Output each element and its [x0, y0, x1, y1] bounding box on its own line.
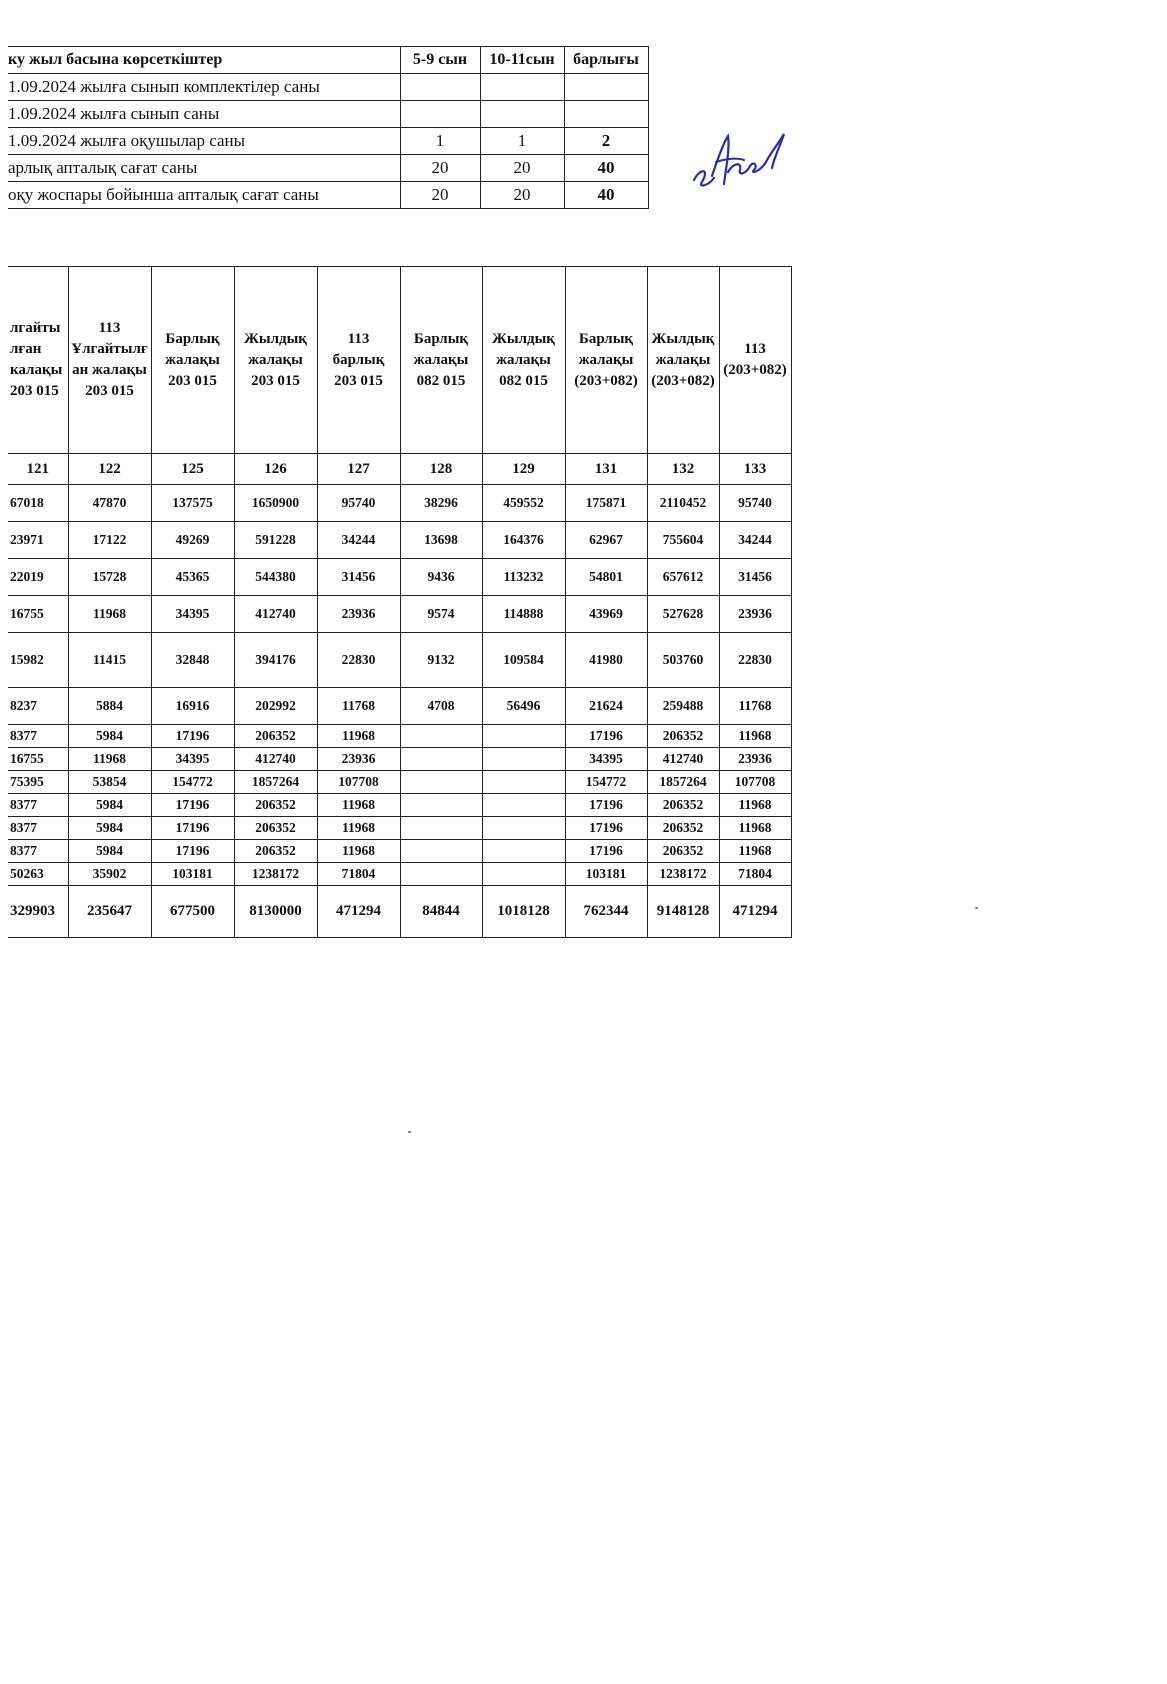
- column-header: [68, 267, 151, 454]
- table-cell: 459552: [482, 485, 565, 522]
- column-header-line: ан жалақы: [72, 362, 147, 378]
- table-cell: [482, 840, 565, 863]
- table-cell: [400, 863, 482, 886]
- table-cell: 137575: [151, 485, 234, 522]
- table-cell: 206352: [234, 817, 317, 840]
- column-header-line: Жылдық: [244, 330, 307, 347]
- table-cell: 41980: [565, 633, 647, 688]
- summary-header-col3: барлығы: [564, 47, 648, 74]
- summary-cell: 1: [400, 128, 480, 155]
- table-cell: 23936: [317, 596, 400, 633]
- table-cell: 206352: [647, 840, 719, 863]
- table-cell: 544380: [234, 559, 317, 596]
- table-cell: 1650900: [234, 485, 317, 522]
- column-header-line: Барлық: [413, 330, 469, 347]
- table-cell: 103181: [565, 863, 647, 886]
- salary-table: [8, 266, 792, 938]
- summary-row-label: 1.09.2024 жылға сынып саны: [8, 101, 400, 128]
- column-code: 126: [234, 454, 317, 485]
- table-cell: 17196: [151, 840, 234, 863]
- summary-cell: [400, 74, 480, 101]
- table-cell: 11968: [719, 725, 791, 748]
- column-header-line: барлық: [332, 351, 385, 368]
- summary-header-label: ку жыл басына көрсеткіштер: [8, 47, 400, 74]
- table-cell: [482, 863, 565, 886]
- column-header-line: (203+082): [723, 362, 787, 378]
- column-header-line: (203+082): [651, 372, 715, 389]
- table-cell: 8377: [8, 725, 68, 748]
- table-cell: [482, 794, 565, 817]
- table-cell: 17196: [565, 840, 647, 863]
- column-header-line: жалақы: [578, 351, 634, 368]
- table-cell: 23936: [719, 596, 791, 633]
- table-cell: 32848: [151, 633, 234, 688]
- table-row: [8, 794, 791, 817]
- table-cell: 5984: [68, 817, 151, 840]
- column-code: 128: [400, 454, 482, 485]
- table-cell: 56496: [482, 688, 565, 725]
- table-cell: 206352: [647, 725, 719, 748]
- table-row: [8, 485, 791, 522]
- summary-cell: 2: [564, 128, 648, 155]
- summary-row-label: арлық апталық сағат саны: [8, 155, 400, 182]
- table-cell: [400, 840, 482, 863]
- summary-table: [8, 46, 649, 209]
- column-header: [8, 267, 68, 454]
- table-cell: 11968: [317, 725, 400, 748]
- table-row: [8, 688, 791, 725]
- salary-total-row: [8, 886, 791, 938]
- column-code: 133: [719, 454, 791, 485]
- table-cell: [482, 817, 565, 840]
- table-cell: [400, 817, 482, 840]
- column-code: 125: [151, 454, 234, 485]
- table-cell: 17196: [565, 794, 647, 817]
- table-cell: 17196: [565, 725, 647, 748]
- table-cell: 206352: [234, 725, 317, 748]
- table-cell: 1238172: [234, 863, 317, 886]
- summary-header-row: [8, 47, 648, 74]
- table-cell: 2110452: [647, 485, 719, 522]
- table-row: [8, 771, 791, 794]
- table-cell: 11968: [68, 596, 151, 633]
- column-header: [719, 267, 791, 454]
- table-cell: 154772: [151, 771, 234, 794]
- table-cell: 17196: [565, 817, 647, 840]
- summary-cell: 20: [400, 155, 480, 182]
- total-cell: 235647: [68, 886, 151, 938]
- salary-codes-row: [8, 454, 791, 485]
- summary-cell: 20: [480, 182, 564, 209]
- total-cell: 677500: [151, 886, 234, 938]
- table-cell: [400, 748, 482, 771]
- table-cell: 412740: [234, 596, 317, 633]
- column-code: 122: [68, 454, 151, 485]
- table-cell: [482, 725, 565, 748]
- column-code: 131: [565, 454, 647, 485]
- table-cell: 62967: [565, 522, 647, 559]
- table-cell: 107708: [317, 771, 400, 794]
- salary-body: [8, 485, 791, 886]
- table-cell: 23971: [8, 522, 68, 559]
- table-cell: [400, 771, 482, 794]
- table-cell: 31456: [317, 559, 400, 596]
- summary-cell: 20: [480, 155, 564, 182]
- table-cell: 1857264: [647, 771, 719, 794]
- table-cell: 16916: [151, 688, 234, 725]
- summary-cell: [480, 74, 564, 101]
- table-cell: 50263: [8, 863, 68, 886]
- total-cell: 1018128: [482, 886, 565, 938]
- table-cell: 15982: [8, 633, 68, 688]
- summary-cell: [564, 101, 648, 128]
- summary-row: [8, 182, 648, 209]
- table-cell: 109584: [482, 633, 565, 688]
- table-cell: 22830: [317, 633, 400, 688]
- table-cell: 8377: [8, 794, 68, 817]
- table-cell: 23936: [317, 748, 400, 771]
- table-cell: [400, 794, 482, 817]
- table-cell: 164376: [482, 522, 565, 559]
- column-header-line: 203 015: [168, 372, 217, 389]
- summary-cell: [480, 101, 564, 128]
- column-header-line: 082 015: [416, 372, 466, 389]
- table-cell: 154772: [565, 771, 647, 794]
- table-cell: 34395: [565, 748, 647, 771]
- table-cell: 8377: [8, 817, 68, 840]
- table-row: [8, 559, 791, 596]
- signature-icon: [688, 128, 788, 194]
- total-cell: 9148128: [647, 886, 719, 938]
- column-code: 127: [317, 454, 400, 485]
- summary-row-label: оқу жоспары бойынша апталық сағат саны: [8, 182, 400, 209]
- table-cell: 34244: [719, 522, 791, 559]
- table-cell: 16755: [8, 596, 68, 633]
- column-header: [482, 267, 565, 454]
- table-cell: 755604: [647, 522, 719, 559]
- column-header: [317, 267, 400, 454]
- column-header-line: жалақы: [165, 351, 220, 368]
- table-cell: 54801: [565, 559, 647, 596]
- column-header: [565, 267, 647, 454]
- column-header: [400, 267, 482, 454]
- table-cell: 49269: [151, 522, 234, 559]
- table-cell: 38296: [400, 485, 482, 522]
- table-cell: 5884: [68, 688, 151, 725]
- summary-row-label: 1.09.2024 жылға сынып комплектілер саны: [8, 74, 400, 101]
- summary-row: [8, 128, 648, 155]
- column-header-line: 203 015: [251, 372, 300, 389]
- table-cell: 15728: [68, 559, 151, 596]
- summary-row: [8, 155, 648, 182]
- column-header-line: жалақы: [248, 351, 303, 368]
- column-header-line: 203 015: [85, 383, 134, 399]
- table-row: [8, 840, 791, 863]
- summary-row: [8, 101, 648, 128]
- table-row: [8, 633, 791, 688]
- table-cell: 45365: [151, 559, 234, 596]
- table-cell: 11968: [317, 817, 400, 840]
- column-code: 121: [8, 454, 68, 485]
- column-header-line: 203 015: [334, 372, 383, 389]
- column-header-line: 082 015: [499, 372, 548, 389]
- scan-speck: [408, 1131, 411, 1133]
- summary-cell: [564, 74, 648, 101]
- total-cell: 329903: [8, 886, 68, 938]
- table-cell: 23936: [719, 748, 791, 771]
- table-cell: 9132: [400, 633, 482, 688]
- table-cell: 17196: [151, 794, 234, 817]
- table-cell: 113232: [482, 559, 565, 596]
- table-row: [8, 725, 791, 748]
- table-cell: 114888: [482, 596, 565, 633]
- table-cell: 107708: [719, 771, 791, 794]
- table-cell: 206352: [647, 817, 719, 840]
- table-cell: 527628: [647, 596, 719, 633]
- column-header-line: Барлық: [578, 330, 634, 347]
- table-row: [8, 748, 791, 771]
- column-header-line: Жылдық: [492, 330, 555, 347]
- column-header: [151, 267, 234, 454]
- column-header-line: лған: [10, 341, 42, 357]
- summary-header-col1: 5-9 сын: [400, 47, 480, 74]
- column-header-line: Ұлгайтылғ: [71, 341, 148, 357]
- table-cell: [482, 771, 565, 794]
- total-cell: 471294: [719, 886, 791, 938]
- column-header-line: жалақы: [413, 351, 469, 368]
- table-cell: 206352: [647, 794, 719, 817]
- total-cell: 762344: [565, 886, 647, 938]
- summary-row: [8, 74, 648, 101]
- table-cell: 11968: [719, 840, 791, 863]
- table-cell: 67018: [8, 485, 68, 522]
- table-cell: [482, 748, 565, 771]
- table-cell: 34244: [317, 522, 400, 559]
- scan-speck: [975, 907, 978, 909]
- table-cell: 1238172: [647, 863, 719, 886]
- table-cell: 53854: [68, 771, 151, 794]
- column-header-line: Барлық: [165, 330, 220, 347]
- table-cell: 22019: [8, 559, 68, 596]
- column-header-line: 113: [347, 330, 370, 347]
- table-cell: 5984: [68, 725, 151, 748]
- summary-header-col2: 10-11сын: [480, 47, 564, 74]
- table-cell: 11968: [719, 794, 791, 817]
- summary-cell: 20: [400, 182, 480, 209]
- table-cell: 394176: [234, 633, 317, 688]
- table-cell: 103181: [151, 863, 234, 886]
- table-cell: 75395: [8, 771, 68, 794]
- table-cell: 5984: [68, 794, 151, 817]
- table-row: [8, 522, 791, 559]
- table-cell: 95740: [719, 485, 791, 522]
- summary-cell: 1: [480, 128, 564, 155]
- table-cell: 412740: [234, 748, 317, 771]
- column-code: 132: [647, 454, 719, 485]
- table-cell: 71804: [719, 863, 791, 886]
- table-cell: 9574: [400, 596, 482, 633]
- total-cell: 8130000: [234, 886, 317, 938]
- table-cell: 31456: [719, 559, 791, 596]
- table-cell: 35902: [68, 863, 151, 886]
- table-row: [8, 863, 791, 886]
- summary-cell: [400, 101, 480, 128]
- table-cell: 11968: [68, 748, 151, 771]
- table-cell: 1857264: [234, 771, 317, 794]
- table-cell: 22830: [719, 633, 791, 688]
- table-cell: 206352: [234, 840, 317, 863]
- table-cell: 95740: [317, 485, 400, 522]
- table-cell: 9436: [400, 559, 482, 596]
- table-row: [8, 817, 791, 840]
- table-cell: 17122: [68, 522, 151, 559]
- table-cell: 17196: [151, 725, 234, 748]
- column-header-line: (203+082): [574, 372, 638, 389]
- column-header-line: калақы: [10, 362, 63, 378]
- table-cell: 5984: [68, 840, 151, 863]
- table-cell: 202992: [234, 688, 317, 725]
- table-row: [8, 596, 791, 633]
- table-cell: 11768: [317, 688, 400, 725]
- column-header-line: 113: [744, 341, 766, 357]
- table-cell: 11968: [317, 794, 400, 817]
- column-header: [647, 267, 719, 454]
- table-cell: 175871: [565, 485, 647, 522]
- column-code: 129: [482, 454, 565, 485]
- column-header-line: 113: [98, 320, 121, 336]
- table-cell: 11768: [719, 688, 791, 725]
- table-cell: 657612: [647, 559, 719, 596]
- table-cell: 47870: [68, 485, 151, 522]
- column-header-line: 203 015: [10, 383, 59, 399]
- salary-header-row: [8, 267, 791, 454]
- table-cell: 43969: [565, 596, 647, 633]
- column-header: [234, 267, 317, 454]
- table-cell: 34395: [151, 748, 234, 771]
- table-cell: 206352: [234, 794, 317, 817]
- table-cell: [400, 725, 482, 748]
- table-cell: 13698: [400, 522, 482, 559]
- summary-cell: 40: [564, 182, 648, 209]
- summary-row-label: 1.09.2024 жылға оқушылар саны: [8, 128, 400, 155]
- column-header-line: жалақы: [655, 351, 711, 368]
- total-cell: 84844: [400, 886, 482, 938]
- table-cell: 34395: [151, 596, 234, 633]
- summary-cell: 40: [564, 155, 648, 182]
- table-cell: 259488: [647, 688, 719, 725]
- table-cell: 71804: [317, 863, 400, 886]
- table-cell: 412740: [647, 748, 719, 771]
- table-cell: 591228: [234, 522, 317, 559]
- table-cell: 21624: [565, 688, 647, 725]
- table-cell: 4708: [400, 688, 482, 725]
- table-cell: 17196: [151, 817, 234, 840]
- column-header-line: Жылдық: [651, 330, 715, 347]
- table-cell: 11968: [317, 840, 400, 863]
- table-cell: 8377: [8, 840, 68, 863]
- table-cell: 11968: [719, 817, 791, 840]
- column-header-line: лгайты: [10, 320, 61, 336]
- column-header-line: жалақы: [496, 351, 551, 368]
- table-cell: 8237: [8, 688, 68, 725]
- table-cell: 503760: [647, 633, 719, 688]
- total-cell: 471294: [317, 886, 400, 938]
- table-cell: 16755: [8, 748, 68, 771]
- table-cell: 11415: [68, 633, 151, 688]
